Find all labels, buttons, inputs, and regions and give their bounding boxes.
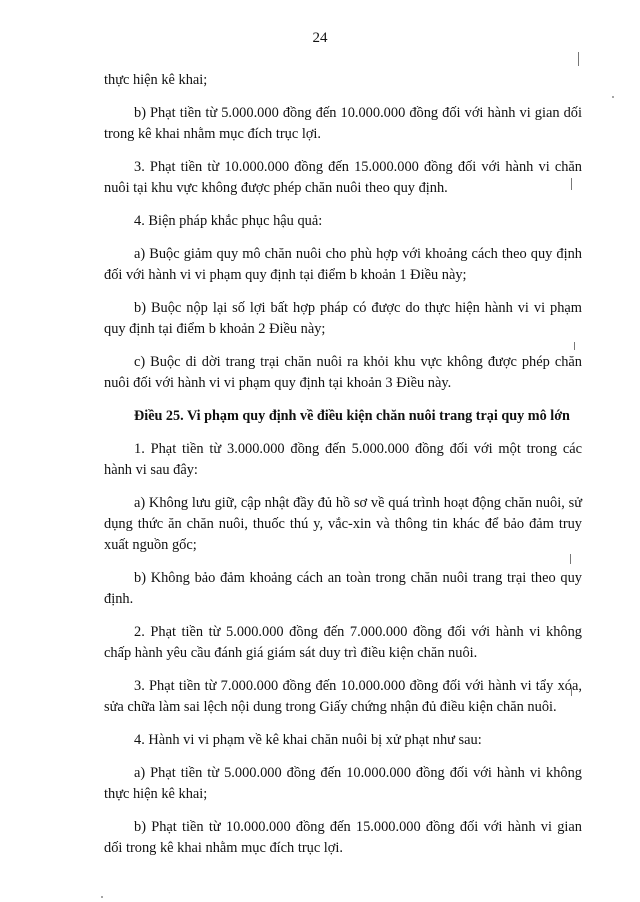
article-heading: Điều 25. Vi phạm quy định về điều kiện chăn nuôi trang trại quy mô lớn xyxy=(134,408,570,424)
paragraph: b) Phạt tiền từ 10.000.000 đồng đến 15.000.000 đồng đối với hành vi gian dối trong kê khai nhằm mục đích trục lợi. xyxy=(104,819,582,856)
paragraph: a) Không lưu giữ, cập nhật đầy đủ hồ sơ về quá trình hoạt động chăn nuôi, sử dụng thức ăn chăn nuôi, thuốc thú y, vắc-xin và thông tin khác để bảo đảm truy xuất nguồn gốc; xyxy=(104,495,582,553)
paragraph: 4. Hành vi vi phạm về kê khai chăn nuôi bị xử phạt như sau: xyxy=(134,732,482,748)
paragraph: 2. Phạt tiền từ 5.000.000 đồng đến 7.000.000 đồng đối với hành vi không chấp hành yêu cầu đánh giá giám sát duy trì điều kiện chăn nuôi. xyxy=(104,624,582,661)
paragraph: b) Phạt tiền từ 5.000.000 đồng đến 10.000.000 đồng đối với hành vi gian dối trong kê khai nhằm mục đích trục lợi. xyxy=(104,105,582,142)
paragraph: 4. Biện pháp khắc phục hậu quả: xyxy=(134,213,323,229)
scan-mark xyxy=(101,896,103,898)
paragraph: c) Buộc di dời trang trại chăn nuôi ra khỏi khu vực không được phép chăn nuôi đối với hành vi vi phạm quy định tại khoản 3 Điều này. xyxy=(104,354,582,391)
paragraph: a) Phạt tiền từ 5.000.000 đồng đến 10.000.000 đồng đối với hành vi không thực hiện kê khai; xyxy=(104,765,582,802)
paragraph: a) Buộc giảm quy mô chăn nuôi cho phù hợp với khoảng cách theo quy định đối với hành vi vi phạm quy định tại điểm b khoản 1 Điều này; xyxy=(104,246,582,283)
document-body xyxy=(104,70,582,871)
scan-mark xyxy=(578,52,579,66)
paragraph: b) Không bảo đảm khoảng cách an toàn trong chăn nuôi trang trại theo quy định. xyxy=(104,570,582,607)
paragraph: 1. Phạt tiền từ 3.000.000 đồng đến 5.000.000 đồng đối với một trong các hành vi sau đây: xyxy=(104,441,582,478)
paragraph: thực hiện kê khai; xyxy=(104,72,208,88)
paragraph: b) Buộc nộp lại số lợi bất hợp pháp có được do thực hiện hành vi vi phạm quy định tại điểm b khoản 2 Điều này; xyxy=(104,300,582,337)
paragraph: 3. Phạt tiền từ 7.000.000 đồng đến 10.000.000 đồng đối với hành vi tẩy xóa, sửa chữa làm sai lệch nội dung trong Giấy chứng nhận đủ điều kiện chăn nuôi. xyxy=(104,678,582,715)
scan-mark xyxy=(612,96,614,98)
page-number: 24 xyxy=(312,30,328,46)
paragraph: 3. Phạt tiền từ 10.000.000 đồng đến 15.000.000 đồng đối với hành vi chăn nuôi tại khu vực không được phép chăn nuôi theo quy định. xyxy=(104,159,582,196)
